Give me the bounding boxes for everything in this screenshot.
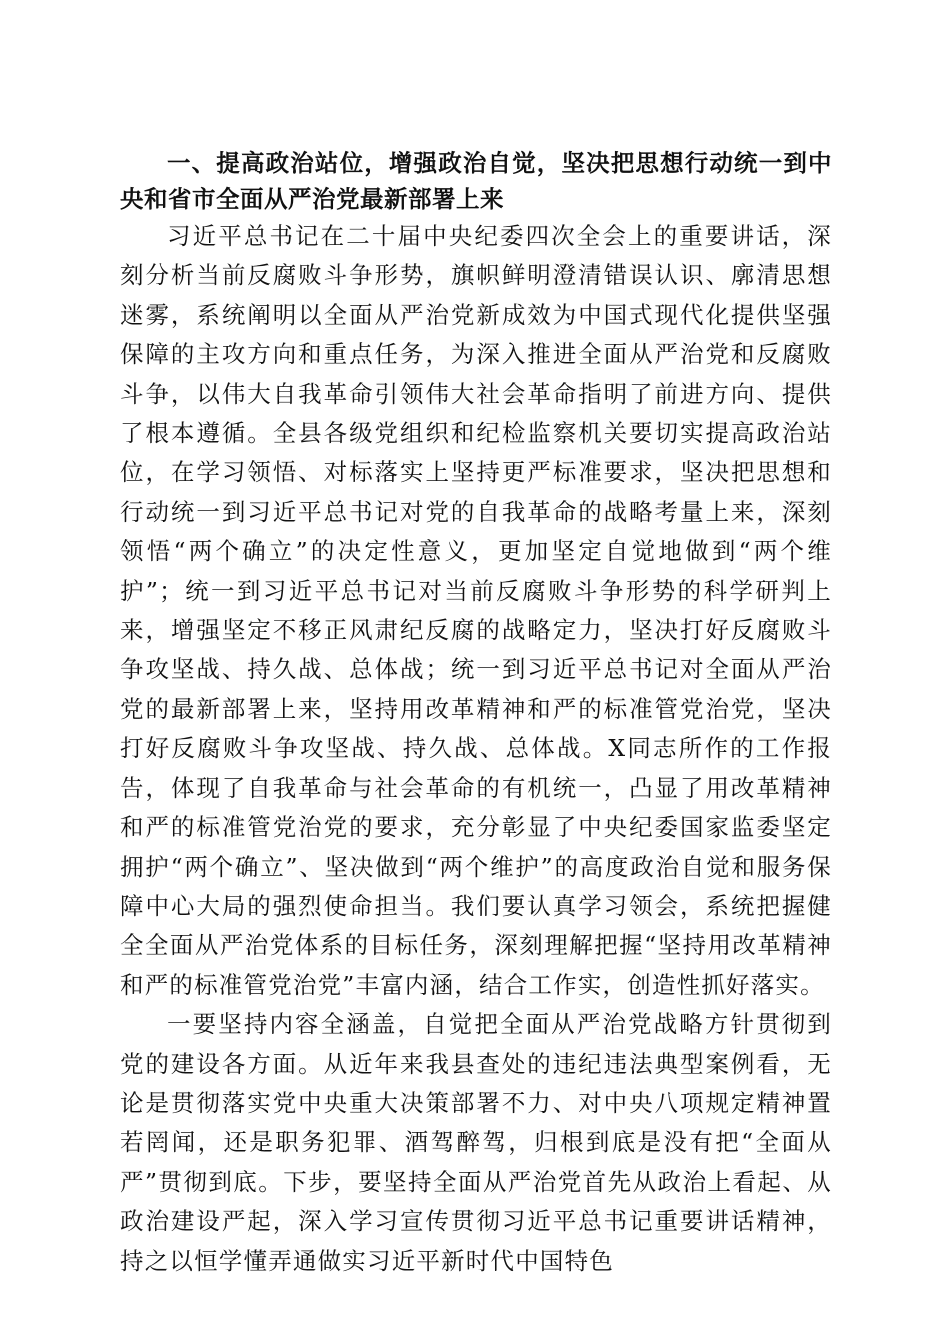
section-heading: 一、提高政治站位，增强政治自觉，坚决把思想行动统一到中央和省市全面从严治党最新部署上来	[120, 149, 832, 213]
body-paragraph-2: 一要坚持内容全涵盖，自觉把全面从严治党战略方针贯彻到党的建设各方面。从近年来我县查处的违纪违法典型案例看，无论是贯彻落实党中央重大决策部署不力、对中央八项规定精神置若罔闻，还是职务犯罪、酒驾醉驾，归根到底是没有把“全面从严”贯彻到底。下步，要坚持全面从严治党首先从政治上看起、从政治建设严起，深入学习宣传贯彻习近平总书记重要讲话精神，持之以恒学懂弄通做实习近平新时代中国特色	[120, 1010, 832, 1275]
document-body	[120, 146, 832, 1281]
body-paragraph-1: 习近平总书记在二十届中央纪委四次全会上的重要讲话，深刻分析当前反腐败斗争形势，旗帜鲜明澄清错误认识、廓清思想迷雾，系统阐明以全面从严治党新成效为中国式现代化提供坚强保障的主攻方向和重点任务，为深入推进全面从严治党和反腐败斗争，以伟大自我革命引领伟大社会革命指明了前进方向、提供了根本遵循。全县各级党组织和纪检监察机关要切实提高政治站位，在学习领悟、对标落实上坚持更严标准要求，坚决把思想和行动统一到习近平总书记对党的自我革命的战略考量上来，深刻领悟“两个确立”的决定性意义，更加坚定自觉地做到“两个维护”；统一到习近平总书记对当前反腐败斗争形势的科学研判上来，增强坚定不移正风肃纪反腐的战略定力，坚决打好反腐败斗争攻坚战、持久战、总体战；统一到习近平总书记对全面从严治党的最新部署上来，坚持用改革精神和严的标准管党治党，坚决打好反腐败斗争攻坚战、持久战、总体战。X同志所作的工作报告，体现了自我革命与社会革命的有机统一，凸显了用改革精神和严的标准管党治党的要求，充分彰显了中央纪委国家监委坚定拥护“两个确立”、坚决做到“两个维护”的高度政治自觉和服务保障中心大局的强烈使命担当。我们要认真学习领会，系统把握健全全面从严治党体系的目标任务，深刻理解把握“坚持用改革精神和严的标准管党治党”丰富内涵，结合工作实，创造性抓好落实。	[120, 222, 832, 999]
